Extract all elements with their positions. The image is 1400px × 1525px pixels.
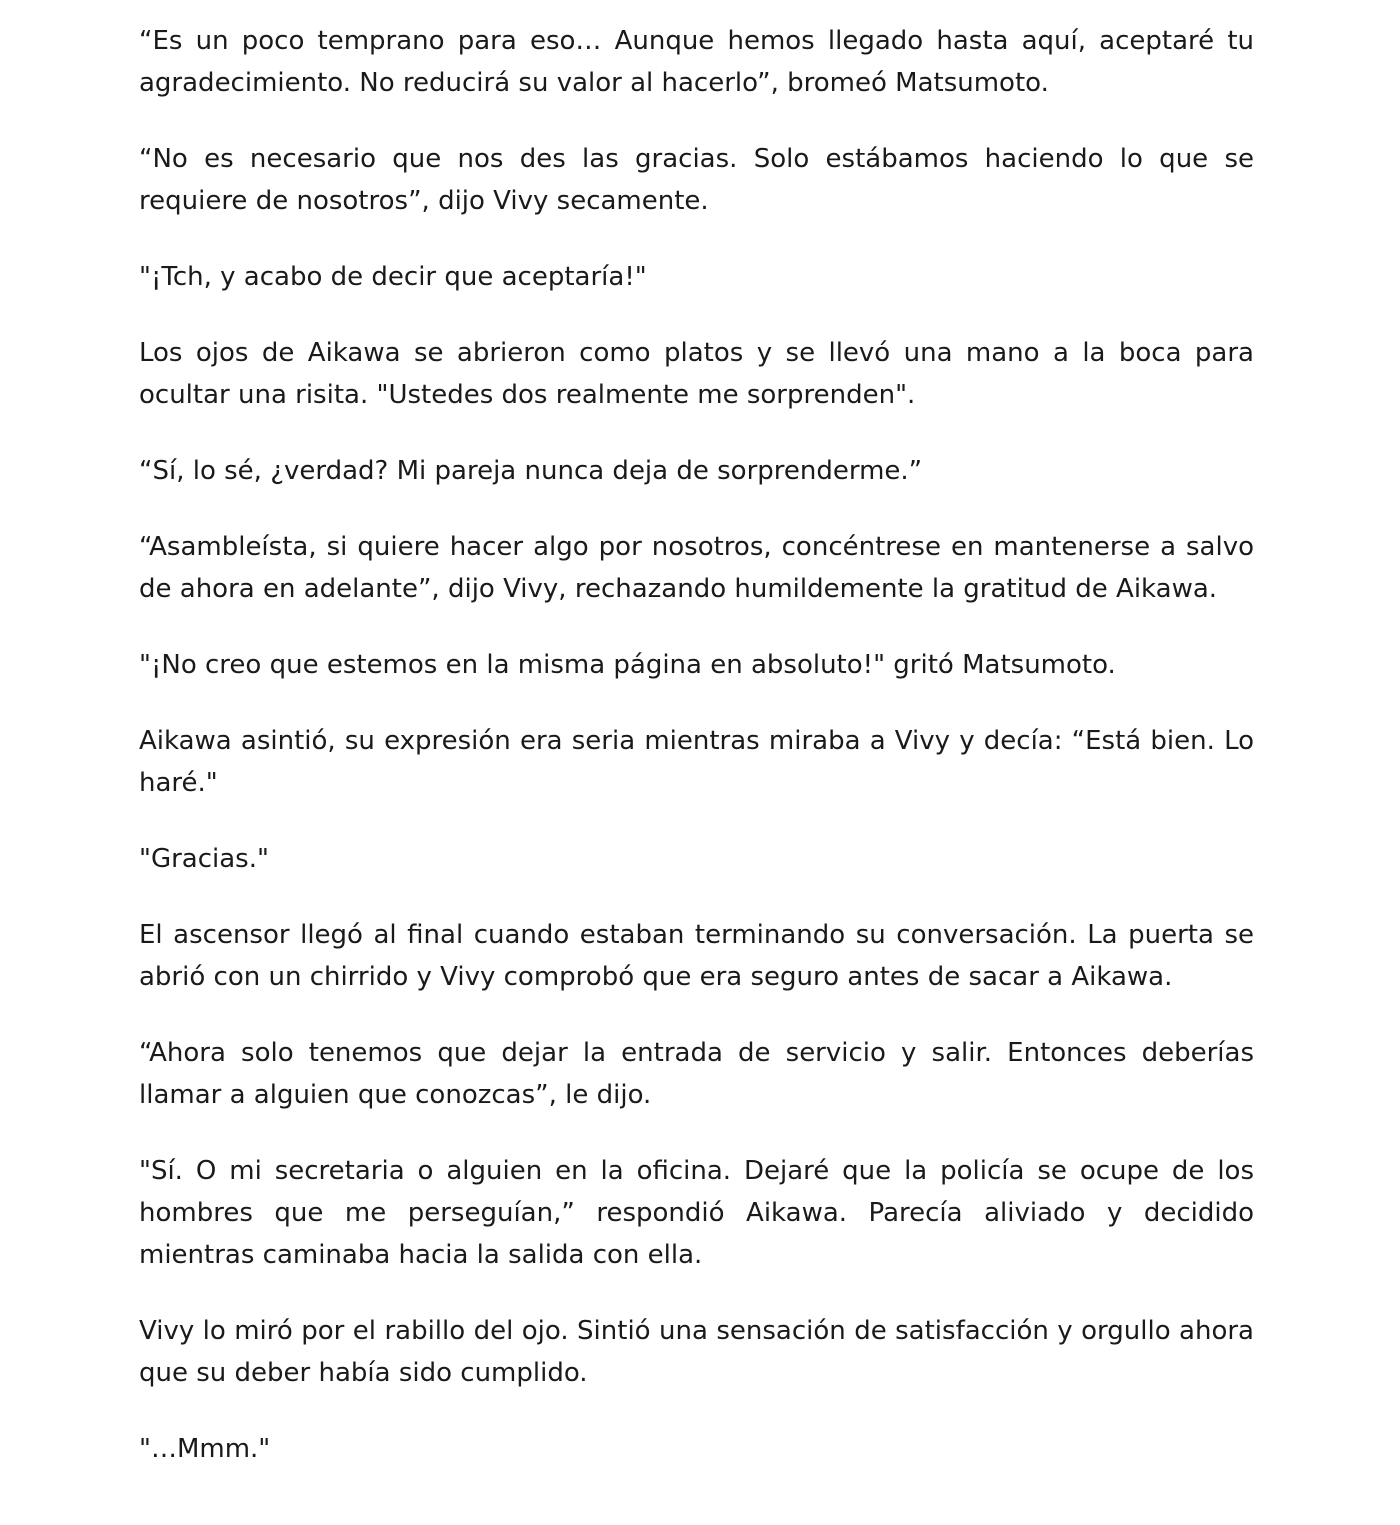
paragraph: “No es necesario que nos des las gracias. Solo estábamos haciendo lo que se requiere de nosotros”, dijo Vivy secamente. (139, 144, 1254, 216)
paragraph: "¡Tch, y acabo de decir que aceptaría!" (139, 262, 647, 292)
paragraph: “Ahora solo tenemos que dejar la entrada de servicio y salir. Entonces deberías llamar a alguien que conozcas”, le dijo. (139, 1038, 1254, 1110)
paragraph: "…Mmm." (139, 1434, 271, 1464)
paragraph: El ascensor llegó al final cuando estaban terminando su conversación. La puerta se abrió con un chirrido y Vivy comprobó que era seguro antes de sacar a Aikawa. (139, 920, 1254, 992)
paragraph: "¡No creo que estemos en la misma página en absoluto!" gritó Matsumoto. (139, 650, 1116, 680)
paragraph: “Asambleísta, si quiere hacer algo por nosotros, concéntrese en mantenerse a salvo de ahora en adelante”, dijo Vivy, rechazando humildemente la gratitud de Aikawa. (139, 532, 1254, 604)
paragraph: Vivy lo miró por el rabillo del ojo. Sintió una sensación de satisfacción y orgullo ahora que su deber había sido cumplido. (139, 1316, 1254, 1388)
paragraph: “Sí, lo sé, ¿verdad? Mi pareja nunca deja de sorprenderme.” (139, 456, 923, 486)
paragraph: "Gracias." (139, 844, 269, 874)
paragraph: Los ojos de Aikawa se abrieron como platos y se llevó una mano a la boca para ocultar una risita. "Ustedes dos realmente me sorprenden". (139, 338, 1254, 410)
paragraph: Aikawa asintió, su expresión era seria mientras miraba a Vivy y decía: “Está bien. Lo haré." (139, 726, 1254, 798)
paragraph: "Sí. O mi secretaria o alguien en la oficina. Dejaré que la policía se ocupe de los hombres que me perseguían,” respondió Aikawa. Parecía aliviado y decidido mientras caminaba hacia la salida con ella. (139, 1156, 1254, 1270)
paragraph: “Es un poco temprano para eso… Aunque hemos llegado hasta aquí, aceptaré tu agradecimiento. No reducirá su valor al hacerlo”, bromeó Matsumoto. (139, 26, 1254, 98)
document-page (139, 20, 1254, 1504)
